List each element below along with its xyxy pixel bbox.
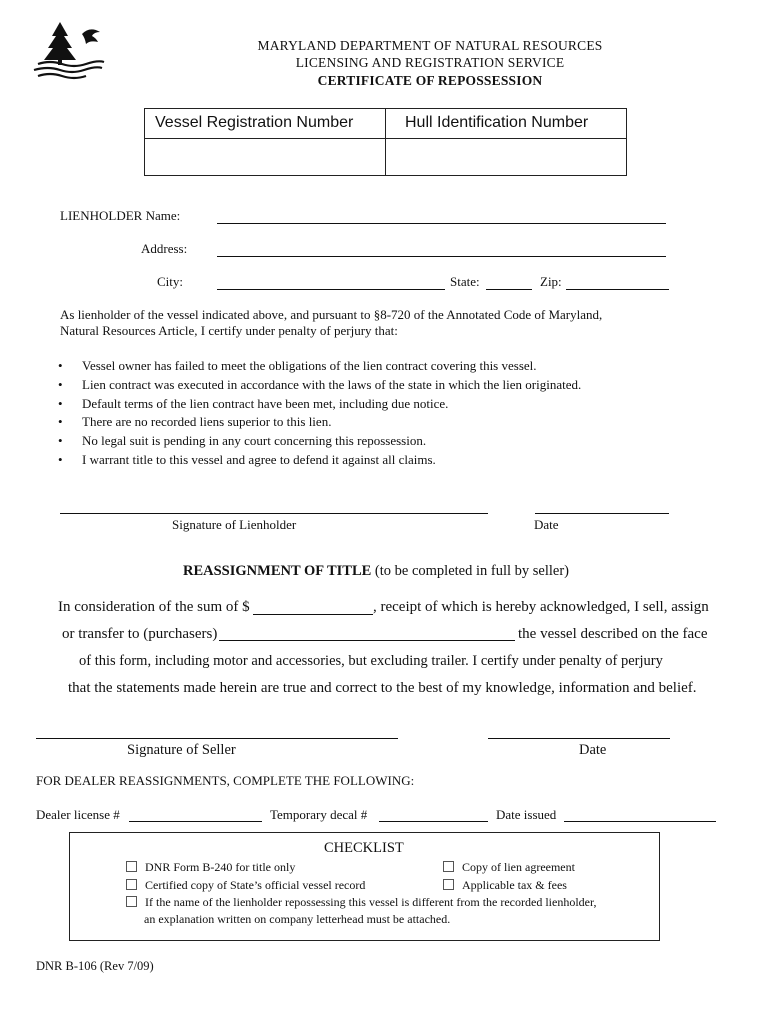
temporary-decal-field[interactable] — [379, 821, 488, 822]
certification-bullet: Lien contract was executed in accordance with the laws of the state in which the lien originated. — [82, 377, 582, 392]
lienholder-date-field[interactable] — [535, 513, 669, 514]
seller-signature-field[interactable] — [36, 738, 398, 739]
checklist-label: If the name of the lienholder repossessing this vessel is different from the recorded lienholder, — [145, 895, 597, 909]
address-label: Address: — [141, 241, 188, 256]
bullet-icon: • — [58, 452, 63, 467]
lienholder-date-label: Date — [534, 517, 559, 532]
zip-label: Zip: — [540, 274, 562, 289]
consideration-text-b: , receipt of which is hereby acknowledged, I sell, assign — [373, 599, 709, 615]
bullet-icon: • — [58, 396, 63, 411]
zip-field[interactable] — [566, 289, 669, 290]
lienholder-name-label: LIENHOLDER Name: — [60, 208, 181, 223]
bullet-icon: • — [58, 377, 63, 392]
date-issued-field[interactable] — [564, 821, 716, 822]
hull-id-header: Hull Identification Number — [405, 114, 589, 131]
reassignment-title — [183, 563, 569, 580]
lienholder-signature-label: Signature of Lienholder — [172, 517, 297, 532]
bullet-icon: • — [58, 433, 63, 448]
certification-bullet: No legal suit is pending in any court concerning this repossession. — [82, 433, 427, 448]
vessel-registration-field[interactable] — [145, 139, 384, 175]
seller-signature-label: Signature of Seller — [127, 742, 236, 758]
city-field[interactable] — [217, 289, 445, 290]
checklist-item-b240[interactable] — [126, 860, 295, 875]
checklist-item-lien-agreement[interactable] — [443, 860, 575, 875]
reassignment-text-4: that the statements made herein are true and correct to the best of my knowledge, information and belief. — [68, 680, 697, 696]
dealer-license-field[interactable] — [129, 821, 262, 822]
transfer-text-a: or transfer to (purchasers) — [62, 626, 218, 642]
temporary-decal-label: Temporary decal # — [270, 807, 368, 822]
certification-bullet: I warrant title to this vessel and agree to defend it against all claims. — [82, 452, 436, 467]
certification-bullet: There are no recorded liens superior to this lien. — [82, 414, 332, 429]
dealer-heading: FOR DEALER REASSIGNMENTS, COMPLETE THE FOLLOWING: — [36, 773, 415, 788]
checkbox-icon[interactable] — [126, 896, 137, 907]
checklist-item-tax-fees[interactable] — [443, 878, 567, 893]
seller-date-label: Date — [579, 742, 607, 758]
checklist-label: Certified copy of State’s official vessel record — [145, 878, 366, 892]
state-field[interactable] — [486, 289, 532, 290]
checkbox-icon[interactable] — [443, 879, 454, 890]
checklist-label: Applicable tax & fees — [462, 878, 567, 892]
bullet-icon: • — [58, 358, 63, 373]
agency-name: MARYLAND DEPARTMENT OF NATURAL RESOURCES — [257, 38, 603, 53]
bullet-icon: • — [58, 414, 63, 429]
checklist-item-vessel-record[interactable] — [126, 878, 365, 893]
sum-field[interactable] — [253, 614, 373, 615]
state-label: State: — [450, 274, 480, 289]
checklist-label: DNR Form B-240 for title only — [145, 860, 296, 874]
certification-text-2: Natural Resources Article, I certify under penalty of perjury that: — [60, 323, 398, 338]
checklist-box — [69, 832, 660, 941]
certification-bullet: Vessel owner has failed to meet the obligations of the lien contract covering this vessel. — [82, 358, 537, 373]
consideration-text-a: In consideration of the sum of $ — [58, 599, 250, 615]
dealer-license-label: Dealer license # — [36, 807, 120, 822]
checklist-label: Copy of lien agreement — [462, 860, 575, 874]
reassignment-heading: REASSIGNMENT OF TITLE — [183, 563, 372, 579]
checklist-item-explanation[interactable] — [126, 895, 597, 910]
hull-id-field[interactable] — [386, 139, 625, 175]
reassignment-subtitle: (to be completed in full by seller) — [374, 563, 570, 579]
lienholder-name-field[interactable] — [217, 223, 666, 224]
checklist-explanation-cont: an explanation written on company letterhead must be attached. — [144, 912, 451, 926]
address-field[interactable] — [217, 256, 666, 257]
lienholder-signature-field[interactable] — [60, 513, 488, 514]
registration-table — [144, 108, 627, 176]
checkbox-icon[interactable] — [126, 879, 137, 890]
seller-date-field[interactable] — [488, 738, 670, 739]
transfer-text-b: the vessel described on the face — [518, 626, 708, 642]
form-title: CERTIFICATE OF REPOSSESSION — [317, 73, 543, 88]
checkbox-icon[interactable] — [126, 861, 137, 872]
certification-text-1: As lienholder of the vessel indicated above, and pursuant to §8-720 of the Annotated Code of Maryland, — [60, 307, 603, 322]
purchaser-field[interactable] — [219, 640, 515, 641]
city-label: City: — [157, 274, 184, 289]
checklist-title: CHECKLIST — [324, 840, 404, 856]
reassignment-text-3: of this form, including motor and accessories, but excluding trailer. I certify under penalty of perjury — [79, 653, 663, 669]
date-issued-label: Date issued — [496, 807, 557, 822]
form-number: DNR B-106 (Rev 7/09) — [36, 959, 154, 973]
checkbox-icon[interactable] — [443, 861, 454, 872]
service-name: LICENSING AND REGISTRATION SERVICE — [295, 55, 565, 70]
certification-bullet: Default terms of the lien contract have been met, including due notice. — [82, 396, 449, 411]
vessel-registration-header: Vessel Registration Number — [155, 114, 354, 131]
